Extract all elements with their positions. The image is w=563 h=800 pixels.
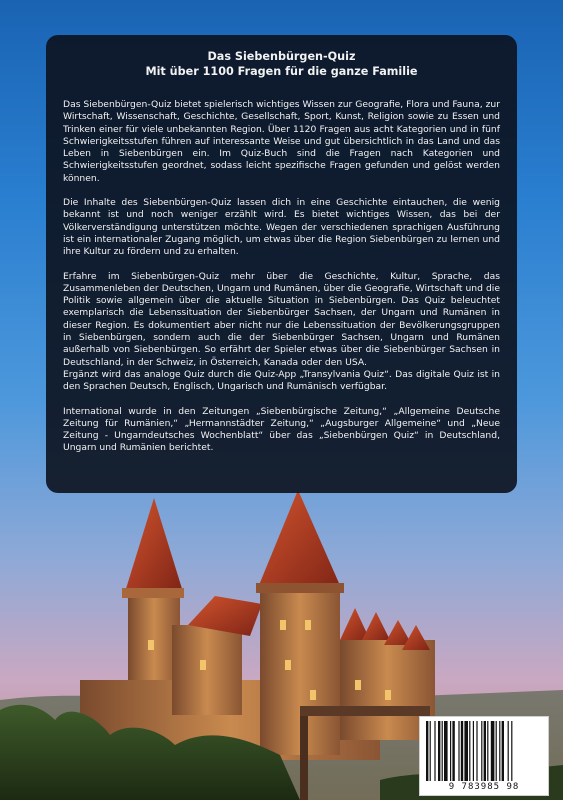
barcode-digits: 9 783985 98 (424, 782, 544, 792)
barcode-bars (426, 721, 544, 781)
panel-title (63, 49, 500, 79)
description-panel (46, 35, 517, 493)
title-line-2: Mit über 1100 Fragen für die ganze Familie (145, 65, 418, 78)
title-line-1: Das Siebenbürgen-Quiz (207, 50, 356, 63)
paragraph-4: International wurde in den Zeitungen „Siebenbürgische Zeitung,“ „Allgemeine Deutsche Zeitung für Rumänien,“ „Hermannstädter Zeitung,“ „Augsburger Allgemeine“ und „Neue Zeitung - Ungarndeutsches Wochenblatt“ über das „Siebenbürgen Quiz“ in Deutschland, Ungarn und Rumänien berichtet. (63, 405, 500, 454)
paragraph-1: Das Siebenbürgen-Quiz bietet spielerisch wichtiges Wissen zur Geografie, Flora und Fauna, zur Wirtschaft, Wissenschaft, Geschichte, Gesellschaft, Sport, Kunst, Religion sowie zu Essen und Trinken einer für viele unbekannten Region. Über 1120 Fragen aus acht Kategorien und in fünf Schwierigkeitsstufen führen auf interessante Weise und gut übersichtlich in das Land und das Leben in Siebenbürgen ein. Im Quiz-Buch sind die Fragen nach Kategorien und Schwierigkeitsstufen geordnet, sodass leicht spezifische Fragen gefunden und gelöst werden können. (63, 99, 500, 184)
paragraph-2: Die Inhalte des Siebenbürgen-Quiz lassen dich in eine Geschichte eintauchen, die wenig bekannt ist und noch weniger erzählt wird. Es bietet wichtiges Wissen, das bei der Völkerverständigung unterstützen möchte. Wegen der verschiedenen sprachigen Ausführung ist ein internationaler Zugang möglich, um etwas über die Region Siebenbürgen zu lernen und ihre Kultur zu fördern und zu erhalten. (63, 197, 500, 258)
isbn-barcode (419, 716, 549, 796)
paragraph-3: Erfahre im Siebenbürgen-Quiz mehr über die Geschichte, Kultur, Sprache, das Zusammenleben der Deutschen, Ungarn und Rumänen, über die Geografie, Wirtschaft und die Politik sowie allgemein über die aktuelle Situation in Siebenbürgen. Das Quiz beleuchtet exemplarisch die Lebenssituation der Siebenbürger Sachsen, der Ungarn und Rumänen in dieser Region. Es dokumentiert aber nicht nur die Lebenssituation der Bevölkerungsgruppen in Siebenbürgen, sondern auch die der Siebenbürger Sachsen, Ungarn und Rumänen außerhalb von Siebenbürgen. So erfährt der Spieler etwas über die Siebenbürger Sachsen in Deutschland, in der Schweiz, in Österreich, Kanada oder den USA. Ergänzt wird das analoge Quiz durch die Quiz-App „Transylvania Quiz“. Das digitale Quiz ist in den Sprachen Deutsch, Englisch, Ungarisch und Rumänisch verfügbar. (63, 270, 500, 393)
